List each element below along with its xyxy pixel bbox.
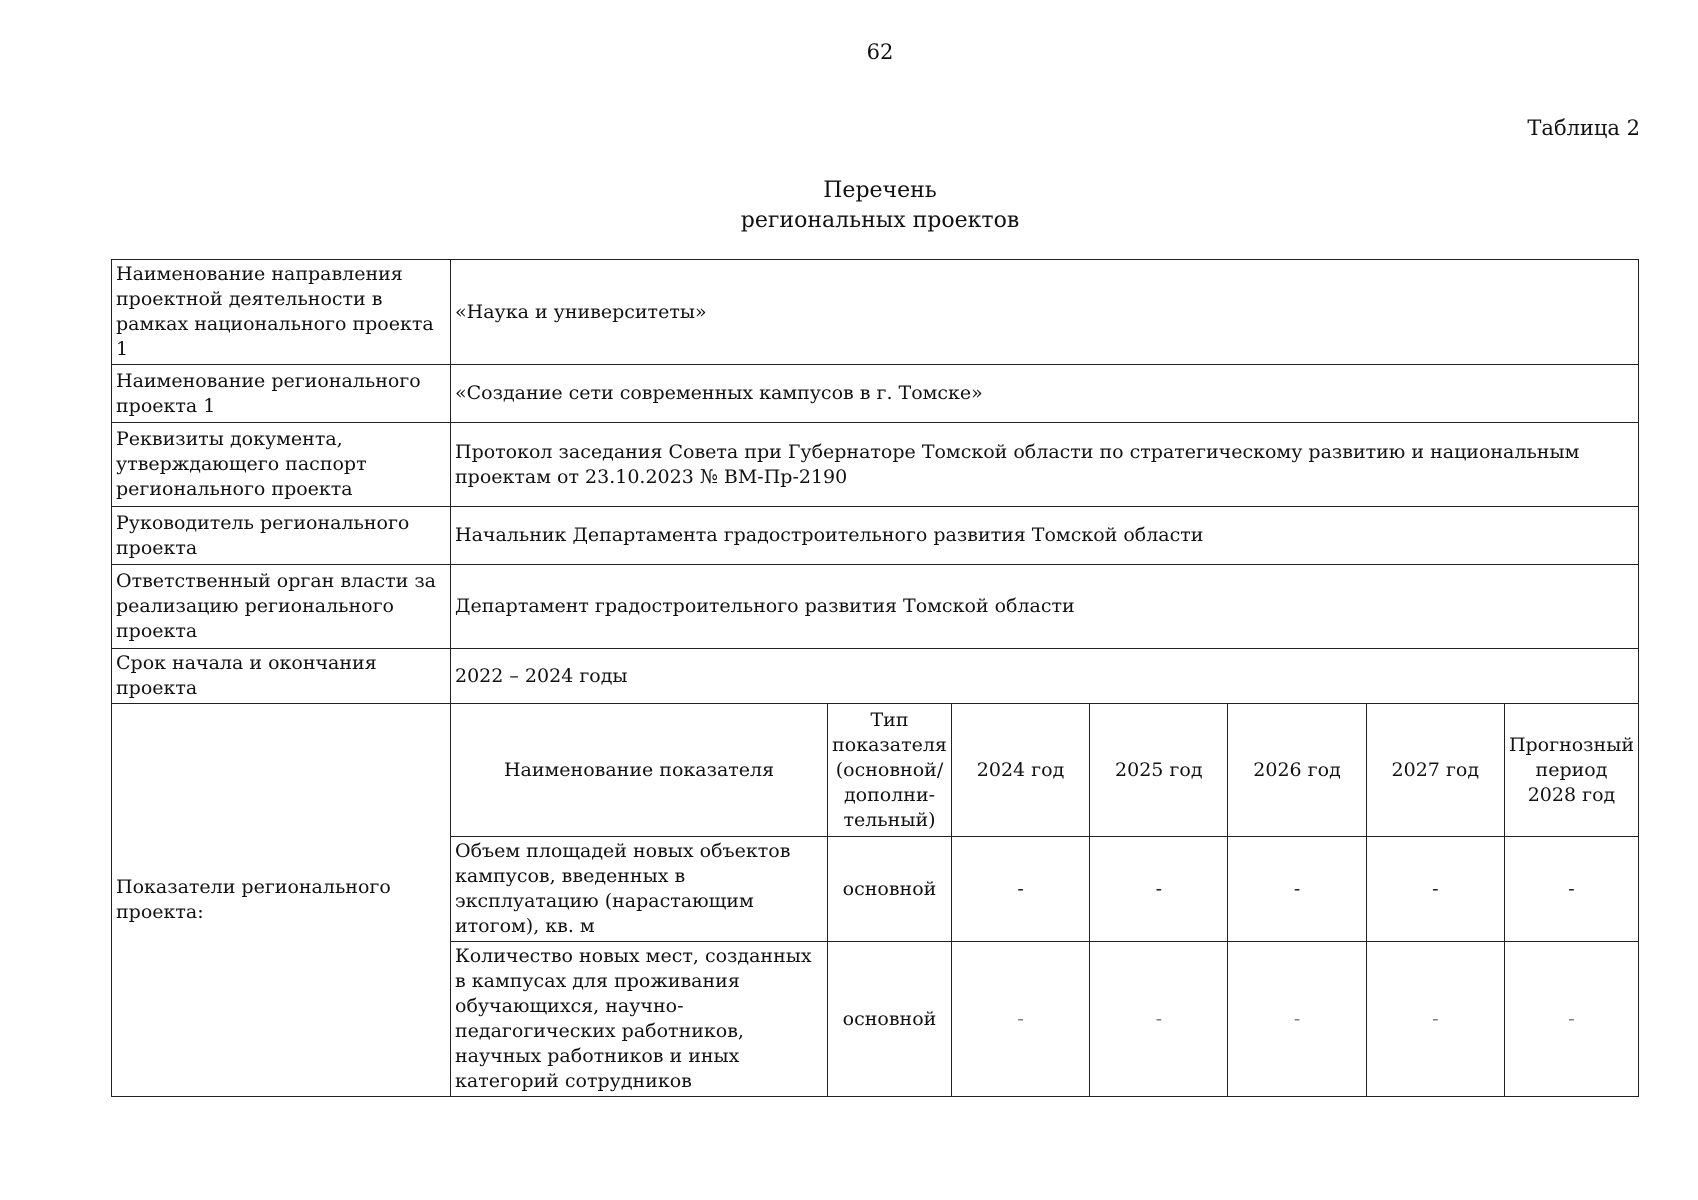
document-title bbox=[0, 176, 1698, 236]
table-label: Таблица 2 bbox=[1527, 116, 1640, 140]
indicator-type: основной bbox=[828, 942, 952, 1097]
header-type: Тип показателя (основной/ дополни-тельный) bbox=[828, 704, 952, 837]
row-label: Руководитель регионального проекта bbox=[112, 507, 451, 565]
row-value: Департамент градостроительного развития Томской области bbox=[451, 565, 1639, 649]
header-2025: 2025 год bbox=[1090, 704, 1228, 837]
page-number: 62 bbox=[866, 40, 894, 64]
indicators-header-row bbox=[451, 704, 1638, 837]
indicators-table bbox=[451, 704, 1638, 1096]
indicator-2025: - bbox=[1090, 942, 1228, 1097]
indicator-2027: - bbox=[1366, 942, 1504, 1097]
indicator-row bbox=[451, 837, 1638, 942]
table-row bbox=[112, 507, 1639, 565]
regional-projects-table bbox=[111, 259, 1639, 1097]
indicator-2027: - bbox=[1366, 837, 1504, 942]
indicator-2026: - bbox=[1228, 837, 1366, 942]
table-row bbox=[112, 649, 1639, 704]
table-row bbox=[112, 565, 1639, 649]
indicator-type: основной bbox=[828, 837, 952, 942]
row-label: Реквизиты документа, утверждающего паспорт регионального проекта bbox=[112, 423, 451, 507]
indicator-2026: - bbox=[1228, 942, 1366, 1097]
row-value: «Наука и университеты» bbox=[451, 260, 1639, 365]
indicator-2025: - bbox=[1090, 837, 1228, 942]
header-2024: 2024 год bbox=[951, 704, 1089, 837]
indicators-cell bbox=[451, 704, 1639, 1097]
indicator-name: Количество новых мест, созданных в кампусах для проживания обучающихся, научно-педагогических работников, научных работников и иных категорий сотрудников bbox=[451, 942, 828, 1097]
table-row bbox=[112, 365, 1639, 423]
title-line-1: Перечень bbox=[823, 178, 937, 203]
row-value: Начальник Департамента градостроительного развития Томской области bbox=[451, 507, 1639, 565]
row-label: Наименование направления проектной деятельности в рамках национального проекта 1 bbox=[112, 260, 451, 365]
indicators-row bbox=[112, 704, 1639, 1097]
indicator-name: Объем площадей новых объектов кампусов, введенных в эксплуатацию (нарастающим итогом), кв. м bbox=[451, 837, 828, 942]
header-2027: 2027 год bbox=[1366, 704, 1504, 837]
header-name: Наименование показателя bbox=[451, 704, 828, 837]
indicators-label: Показатели регионального проекта: bbox=[112, 704, 451, 1097]
indicator-forecast: - bbox=[1504, 942, 1638, 1097]
indicator-forecast: - bbox=[1504, 837, 1638, 942]
header-forecast: Прогнозный период 2028 год bbox=[1504, 704, 1638, 837]
indicator-row bbox=[451, 942, 1638, 1097]
row-label: Наименование регионального проекта 1 bbox=[112, 365, 451, 423]
table-row bbox=[112, 423, 1639, 507]
row-value: «Создание сети современных кампусов в г. Томске» bbox=[451, 365, 1639, 423]
header-2026: 2026 год bbox=[1228, 704, 1366, 837]
indicator-2024: - bbox=[951, 837, 1089, 942]
title-line-2: региональных проектов bbox=[740, 208, 1020, 233]
table-row bbox=[112, 260, 1639, 365]
indicator-2024: - bbox=[951, 942, 1089, 1097]
row-label: Срок начала и окончания проекта bbox=[112, 649, 451, 704]
row-value: 2022 – 2024 годы bbox=[451, 649, 1639, 704]
row-label: Ответственный орган власти за реализацию регионального проекта bbox=[112, 565, 451, 649]
row-value: Протокол заседания Совета при Губернаторе Томской области по стратегическому развитию и национальным проектам от 23.10.2023 № ВМ-Пр-2190 bbox=[451, 423, 1639, 507]
